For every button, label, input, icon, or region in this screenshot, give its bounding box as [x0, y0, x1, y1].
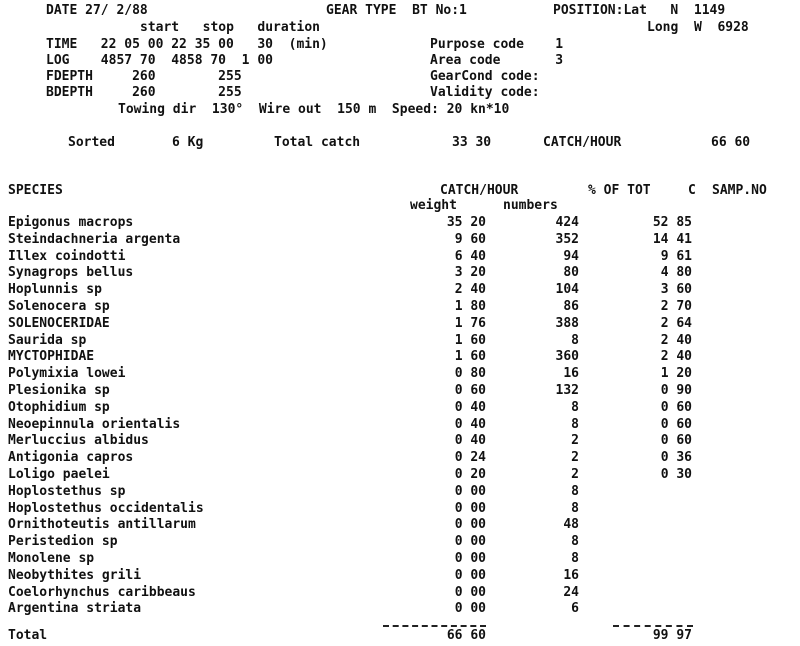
pct-cell: 9 61	[660, 249, 692, 264]
species-name: Coelorhynchus caribbeaus	[8, 585, 196, 600]
weight-cell: 0 24	[454, 450, 486, 465]
species-name: MYCTOPHIDAE	[8, 349, 95, 364]
species-name: Argentina striata	[8, 601, 142, 616]
species-name: Peristedion sp	[8, 534, 118, 549]
gearcond-code: GearCond code:	[430, 69, 540, 84]
numbers-cell: 80	[563, 265, 579, 280]
pct-cell: 3 60	[660, 282, 692, 297]
weight-cell: 0 00	[454, 585, 486, 600]
numbers-cell: 94	[563, 249, 579, 264]
species-name: Steindachneria argenta	[8, 232, 181, 247]
species-name: Merluccius albidus	[8, 433, 149, 448]
purpose-code: Purpose code 1	[430, 37, 564, 52]
total-pct: 99 97	[652, 628, 692, 643]
sorted-value: 6 Kg	[172, 135, 204, 150]
numbers-cell: 8	[571, 501, 579, 516]
species-name: Epigonus macrops	[8, 215, 134, 230]
log-line: LOG 4857 70 4858 70 1 00	[46, 53, 273, 68]
pct-cell: 14 41	[652, 232, 692, 247]
numbers-cell: 8	[571, 400, 579, 415]
numbers-cell: 8	[571, 534, 579, 549]
species-name: Ornithoteutis antillarum	[8, 517, 196, 532]
pct-cell: 2 40	[660, 349, 692, 364]
weight-cell: 6 40	[454, 249, 486, 264]
numbers-cell: 16	[563, 568, 579, 583]
weight-cell: 0 80	[454, 366, 486, 381]
weight-cell: 2 40	[454, 282, 486, 297]
numbers-cell: 104	[555, 282, 579, 297]
pct-cell: 1 20	[660, 366, 692, 381]
species-name: Monolene sp	[8, 551, 95, 566]
weight-cell: 0 60	[454, 383, 486, 398]
pct-total-rule	[613, 625, 693, 627]
numbers-cell: 2	[571, 467, 579, 482]
weight-cell: 3 20	[454, 265, 486, 280]
validity-code: Validity code:	[430, 85, 540, 100]
time-columns-label: start stop duration	[140, 20, 321, 35]
pct-cell: 4 80	[660, 265, 692, 280]
weight-cell: 0 00	[454, 568, 486, 583]
species-name: Loligo paelei	[8, 467, 110, 482]
weight-cell: 0 40	[454, 400, 486, 415]
species-header: SPECIES	[8, 183, 63, 198]
species-name: Plesionika sp	[8, 383, 110, 398]
time-line: TIME 22 05 00 22 35 00 30 (min)	[46, 37, 328, 52]
weight-cell: 1 76	[454, 316, 486, 331]
total-catch-value: 33 30	[452, 135, 492, 150]
fdepth-line: FDEPTH 260 255	[46, 69, 242, 84]
species-name: Illex coindotti	[8, 249, 126, 264]
weight-header: weight	[410, 198, 457, 213]
total-label: Total	[8, 628, 48, 643]
pct-cell: 2 40	[660, 333, 692, 348]
numbers-cell: 86	[563, 299, 579, 314]
weight-total-rule	[383, 625, 486, 627]
towing-line: Towing dir 130° Wire out 150 m Speed: 20 kn*10	[118, 102, 510, 117]
species-name: Neoepinnula orientalis	[8, 417, 181, 432]
pct-cell: 2 64	[660, 316, 692, 331]
numbers-cell: 8	[571, 484, 579, 499]
pct-cell: 0 60	[660, 433, 692, 448]
numbers-cell: 8	[571, 333, 579, 348]
weight-cell: 1 60	[454, 349, 486, 364]
numbers-cell: 16	[563, 366, 579, 381]
species-name: Synagrops bellus	[8, 265, 134, 280]
numbers-cell: 24	[563, 585, 579, 600]
position-lat: POSITION:Lat N 1149	[553, 3, 726, 18]
numbers-cell: 424	[555, 215, 579, 230]
weight-cell: 0 00	[454, 501, 486, 516]
numbers-cell: 2	[571, 433, 579, 448]
numbers-cell: 352	[555, 232, 579, 247]
pct-cell: 0 90	[660, 383, 692, 398]
weight-cell: 0 00	[454, 484, 486, 499]
species-name: Neobythites grili	[8, 568, 142, 583]
weight-cell: 9 60	[454, 232, 486, 247]
numbers-cell: 132	[555, 383, 579, 398]
catch-hour-header: CATCH/HOUR	[440, 183, 519, 198]
species-name: Hoplunnis sp	[8, 282, 102, 297]
gear-type: GEAR TYPE BT No:1	[326, 3, 467, 18]
numbers-cell: 6	[571, 601, 579, 616]
numbers-cell: 360	[555, 349, 579, 364]
weight-cell: 35 20	[446, 215, 486, 230]
weight-cell: 0 00	[454, 601, 486, 616]
pct-tot-header: % OF TOT	[588, 183, 651, 198]
pct-cell: 0 60	[660, 417, 692, 432]
weight-cell: 0 00	[454, 517, 486, 532]
numbers-header: numbers	[503, 198, 558, 213]
numbers-cell: 8	[571, 417, 579, 432]
weight-cell: 0 00	[454, 551, 486, 566]
species-name: SOLENOCERIDAE	[8, 316, 110, 331]
total-catch-label: Total catch	[274, 135, 361, 150]
bdepth-line: BDEPTH 260 255	[46, 85, 242, 100]
species-name: Polymixia lowei	[8, 366, 126, 381]
pct-cell: 52 85	[652, 215, 692, 230]
date-line: DATE 27/ 2/88	[46, 3, 148, 18]
c-header: C	[688, 183, 696, 198]
weight-cell: 1 60	[454, 333, 486, 348]
pct-cell: 0 30	[660, 467, 692, 482]
species-name: Hoplostethus sp	[8, 484, 126, 499]
numbers-cell: 388	[555, 316, 579, 331]
sorted-label: Sorted	[68, 135, 115, 150]
weight-cell: 1 80	[454, 299, 486, 314]
numbers-cell: 8	[571, 551, 579, 566]
area-code: Area code 3	[430, 53, 564, 68]
weight-cell: 0 00	[454, 534, 486, 549]
catch-hour-value: 66 60	[711, 135, 751, 150]
species-name: Solenocera sp	[8, 299, 110, 314]
pct-cell: 2 70	[660, 299, 692, 314]
weight-cell: 0 40	[454, 433, 486, 448]
species-name: Antigonia capros	[8, 450, 134, 465]
catch-hour-label: CATCH/HOUR	[543, 135, 622, 150]
weight-cell: 0 20	[454, 467, 486, 482]
weight-cell: 0 40	[454, 417, 486, 432]
pct-cell: 0 60	[660, 400, 692, 415]
species-name: Hoplostethus occidentalis	[8, 501, 204, 516]
samp-no-header: SAMP.NO	[712, 183, 767, 198]
position-long: Long W 6928	[647, 20, 749, 35]
numbers-cell: 48	[563, 517, 579, 532]
total-weight: 66 60	[446, 628, 486, 643]
numbers-cell: 2	[571, 450, 579, 465]
species-name: Otophidium sp	[8, 400, 110, 415]
species-name: Saurida sp	[8, 333, 87, 348]
pct-cell: 0 36	[660, 450, 692, 465]
